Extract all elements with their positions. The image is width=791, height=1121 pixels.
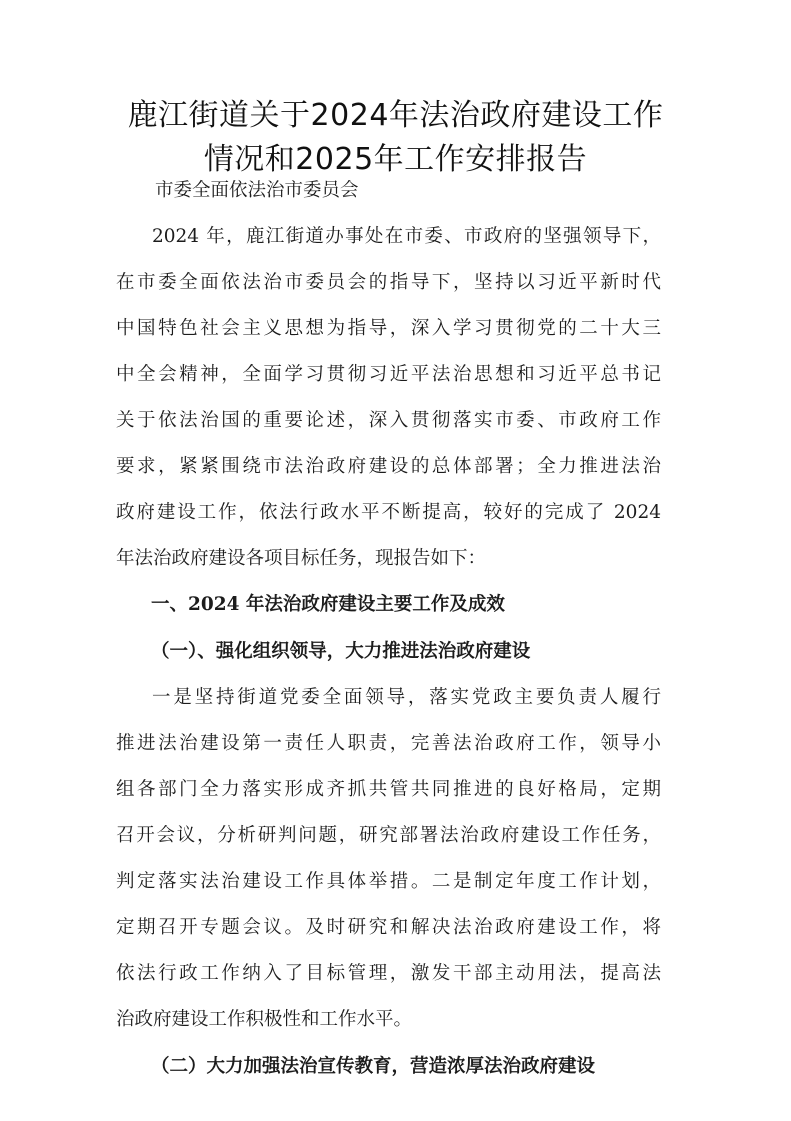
paragraph-line: 推进法治建设第一责任人职责，完善法治政府工作，领导小: [116, 733, 661, 754]
paragraph-line: 在市委全面依法治市委员会的指导下，坚持以习近平新时代: [116, 272, 661, 293]
paragraph-line: 关于依法治国的重要论述，深入贯彻落实市委、市政府工作: [116, 410, 661, 431]
document-title-line-2: 情况和2025年工作安排报告: [203, 142, 588, 177]
paragraph-line: 依法行政工作纳入了目标管理，激发干部主动用法，提高法: [116, 963, 661, 984]
subsection-heading: （二）大力加强法治宣传教育，营造浓厚法治政府建设: [151, 1056, 596, 1077]
paragraph-line: 中全会精神，全面学习贯彻习近平法治思想和习近平总书记: [116, 364, 661, 385]
paragraph-line: 一是坚持街道党委全面领导，落实党政主要负责人履行: [152, 687, 661, 708]
document-author: 市委全面依法治市委员会: [155, 180, 359, 201]
paragraph-line: 中国特色社会主义思想为指导，深入学习贯彻党的二十大三: [116, 318, 661, 339]
paragraph-line: 政府建设工作，依法行政水平不断提高，较好的完成了 2024: [116, 502, 661, 523]
paragraph-line: 治政府建设工作积极性和工作水平。: [116, 1009, 413, 1030]
paragraph-line: 年法治政府建设各项目标任务，现报告如下：: [116, 548, 487, 569]
paragraph-line: 判定落实法治建设工作具体举措。二是制定年度工作计划，: [116, 871, 661, 892]
section-heading: 一、2024 年法治政府建设主要工作及成效: [151, 594, 505, 615]
paragraph-line: 召开会议，分析研判问题，研究部署法治政府建设工作任务，: [116, 825, 661, 846]
paragraph-line: 2024 年，鹿江街道办事处在市委、市政府的坚强领导下，: [152, 226, 661, 247]
paragraph-line: 要求，紧紧围绕市法治政府建设的总体部署；全力推进法治: [116, 456, 661, 477]
paragraph-line: 组各部门全力落实形成齐抓共管共同推进的良好格局，定期: [116, 779, 661, 800]
paragraph-line: 定期召开专题会议。及时研究和解决法治政府建设工作，将: [116, 917, 661, 938]
document-title-line-1: 鹿江街道关于2024年法治政府建设工作: [127, 98, 664, 133]
subsection-heading: （一）、强化组织领导，大力推进法治政府建设: [151, 641, 531, 662]
